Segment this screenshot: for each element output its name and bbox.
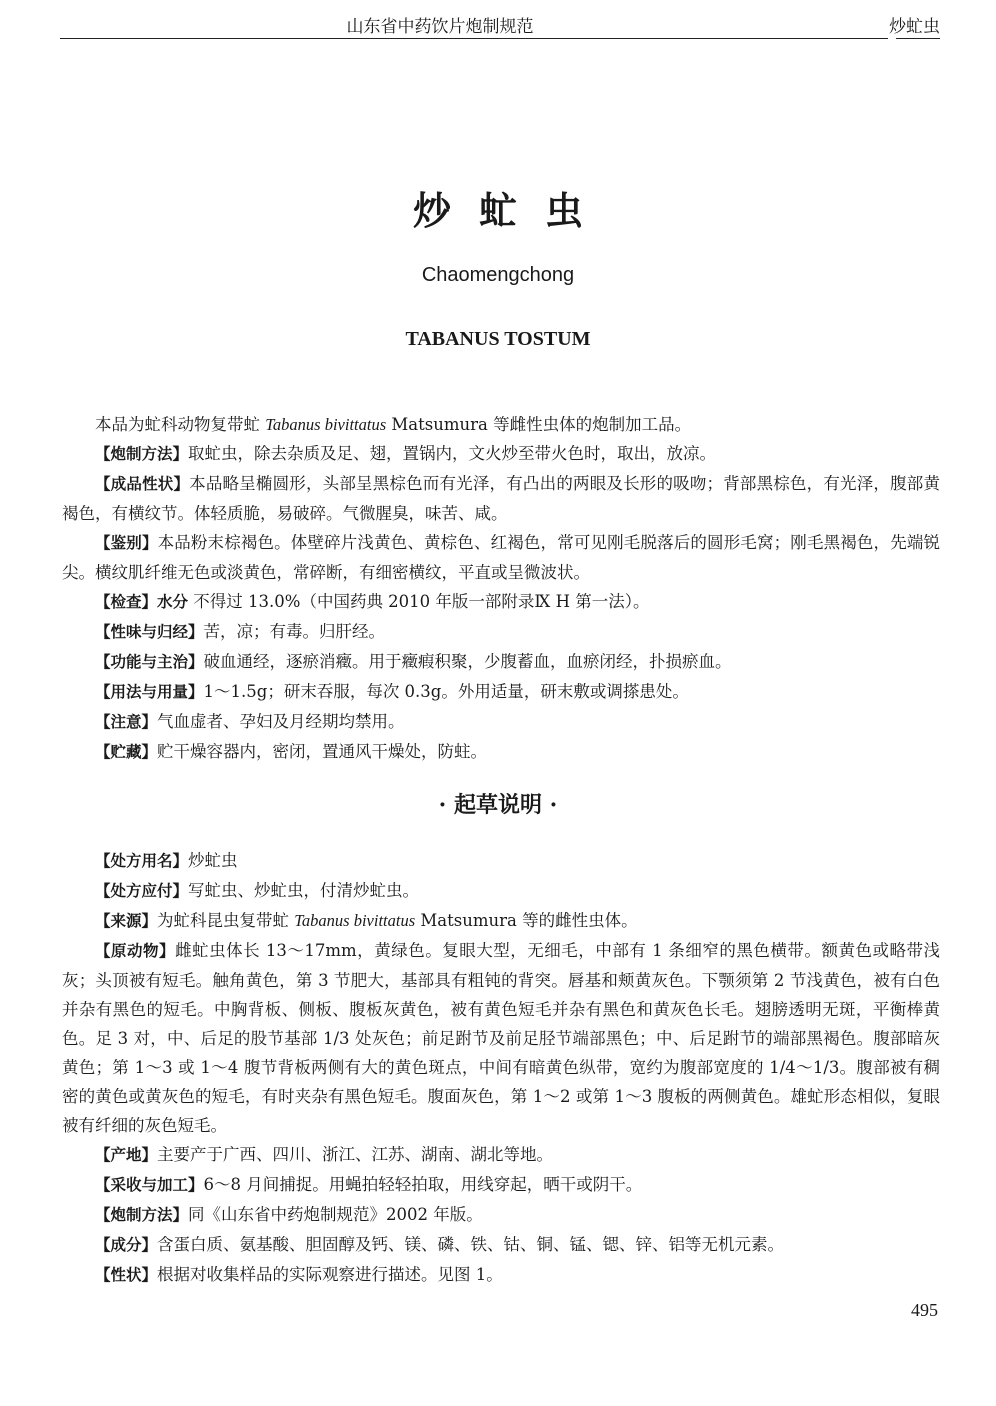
- header-rule-short: [896, 38, 940, 39]
- item-caution: 【注意】气血虚者、孕妇及月经期均禁用。: [95, 712, 405, 731]
- note-characters: 【性状】根据对收集样品的实际观察进行描述。见图 1。: [95, 1265, 503, 1284]
- note-processing: 【炮制方法】同《山东省中药炮制规范》2002 年版。: [95, 1205, 483, 1224]
- species-name: Tabanus bivittatus: [265, 415, 387, 434]
- pinyin-title: Chaomengchong: [421, 264, 575, 286]
- running-header: [60, 10, 940, 40]
- note-dispensing: 【处方应付】写虻虫、炒虻虫，付清炒虻虫。: [95, 881, 420, 900]
- item-dosage: 【用法与用量】1～1.5g；研末吞服，每次 0.3g。外用适量，研末敷或调搽患处。: [95, 682, 689, 701]
- latin-title: TABANUS TOSTUM: [405, 328, 591, 350]
- item-function: 【功能与主治】破血通经，逐瘀消癥。用于癥瘕积聚，少腹蓄血，血瘀闭经，扑损瘀血。: [95, 652, 732, 671]
- item-nature-meridian: 【性味与归经】苦，凉；有毒。归肝经。: [95, 622, 386, 641]
- species-name: Tabanus bivittatus: [294, 911, 416, 930]
- item-inspection: 【检查】水分 不得过 13.0%（中国药典 2010 年版一部附录Ⅸ H 第一法）。: [95, 592, 650, 611]
- header-rule: [60, 38, 888, 39]
- note-prescription-name: 【处方用名】炒虻虫: [95, 851, 238, 870]
- intro-paragraph: 本品为虻科动物复带虻 Tabanus bivittatus Matsumura 等雌性虫体的炮制加工品。: [95, 415, 692, 434]
- page-number: 495: [911, 1300, 938, 1320]
- monograph-body: [62, 410, 940, 767]
- entry-name: 炒虻虫: [889, 17, 940, 37]
- note-original-animal: 【原动物】雌虻虫体长 13～17mm，黄绿色。复眼大型，无细毛，中部有 1 条细窄的黑色横带。额黄色或略带浅灰；头顶被有短毛。触角黄色，第 3 节肥大，基部具有粗钝的背突。唇基和颊黄灰色。下颚须第 2 节浅黄色，被有白色并杂有黑色的短毛。中胸背板、侧板、腹板灰黄色，被有黄色短毛并杂有黑色和黄灰色长毛。翅膀透明无斑，平衡棒黄色。足 3 对，中、后足的股节基部 1/3 处灰色；前足跗节及前足胫节端部黑色；中、后足跗节的端部黑褐色。腹部暗灰黄色；第 1～3 或 1～4 腹节背板两侧有大的黄色斑点，中间有暗黄色纵带，宽约为腹部宽度的 1/4～1/3。腹部被有稠密的黄色或黄灰色的短毛，有时夹杂有黑色短毛。腹面灰色，第 1～2 或第 1～3 腹板的两侧黄色。雄虻形态相似，复眼被有纤细的灰色短毛。: [62, 941, 940, 1135]
- drafting-notes: [62, 846, 940, 1290]
- item-storage: 【贮藏】贮干燥容器内，密闭，置通风干燥处，防蛀。: [95, 742, 488, 761]
- note-origin: 【产地】主要产于广西、四川、浙江、江苏、湖南、湖北等地。: [95, 1145, 554, 1164]
- note-constituents: 【成分】含蛋白质、氨基酸、胆固醇及钙、镁、磷、铁、钴、铜、锰、锶、锌、铝等无机元素。: [95, 1235, 785, 1254]
- item-processing: 【炮制方法】取虻虫，除去杂质及足、翅，置锅内，文火炒至带火色时，取出，放凉。: [95, 444, 717, 463]
- item-product-description: 【成品性状】本品略呈椭圆形，头部呈黑棕色而有光泽，有凸出的两眼及长形的吸吻；背部黑棕色，有光泽，腹部黄褐色，有横纹节。体轻质脆，易破碎。气微腥臭，味苦、咸。: [62, 474, 940, 523]
- note-source: 【来源】为虻科昆虫复带虻 Tabanus bivittatus Matsumura 等的雌性虫体。: [95, 911, 638, 930]
- notes-heading: · 起草说明 ·: [438, 792, 558, 818]
- book-title: 山东省中药饮片炮制规范: [346, 17, 534, 37]
- monograph-title: 炒虻虫: [412, 188, 611, 233]
- note-collection: 【采收与加工】6～8 月间捕捉。用蝇拍轻轻拍取，用线穿起，晒干或阴干。: [95, 1175, 643, 1194]
- item-identification: 【鉴别】本品粉末棕褐色。体壁碎片浅黄色、黄棕色、红褐色，常可见刚毛脱落后的圆形毛窝；刚毛黑褐色，先端锐尖。横纹肌纤维无色或淡黄色，常碎断，有细密横纹，平直或呈微波状。: [62, 533, 940, 582]
